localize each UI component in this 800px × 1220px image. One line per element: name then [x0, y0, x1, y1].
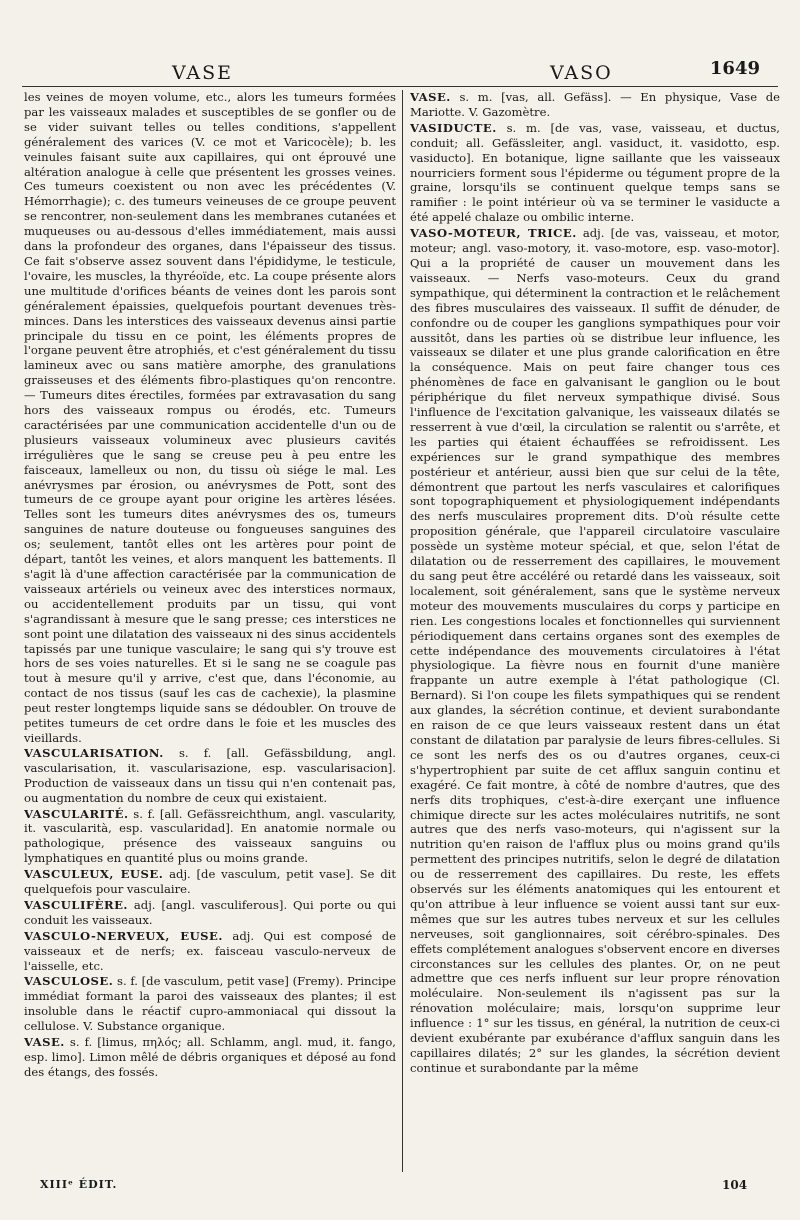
entry-body: adj. Qui est composé de vaisseaux et de nerfs; ex. faisceau vasculo-nerveux de l'aisselle, etc.: [24, 928, 396, 973]
header-rule: [22, 86, 778, 87]
entry-headword: VASO-MOTEUR, TRICE.: [410, 226, 577, 241]
edition-mark: XIIIᵉ ÉDIT.: [40, 1178, 118, 1191]
entry-body: s. m. [vas, all. Gefäss]. — En physique, Vase de Mariotte. V. Gazomètre.: [410, 90, 780, 119]
entry-headword: VASE.: [24, 1035, 65, 1050]
column-divider: [402, 90, 403, 1172]
running-head-right: VASO: [550, 62, 613, 84]
dictionary-entry: [24, 746, 396, 806]
entry-body: adj. [de vas, vaisseau, et motor, moteur; angl. vaso-motory, it. vaso-motore, esp. vaso-motor]. Qui a la propriété de causer un mouvement dans les vaisseaux. — Nerfs vaso-moteurs. Ceux du grand sympathique, qui déterminent la contraction et le relâchement des fibres musculaires des vaisseaux. Il suffit de dénuder, de confondre ou de couper les ganglions sympathiques pour voir aussitôt, dans les parties où se distribue leur influence, les vaisseaux se dilater et une plus grande calorification en être la conséquence. Mais on peut faire changer tous ces phénomènes de face en galvanisant le ganglion ou le bout périphérique du filet nerveux sympathique divisé. Sous l'influence de l'excitation galvanique, les vaisseaux dilatés se resserrent à vue d'œil, la circulation se ralentit ou s'arrête, et les parties qui étaient échauffées se refroidissent. Les expériences sur le grand sympathique des membres postérieur et antérieur, aussi bien que sur celui de la tête, démontrent que partout les nerfs vasculaires et calorifiques sont topographiquement et physiologiquement indépendants des nerfs musculaires proprement dits. D'où résulte cette proposition générale, que l'appareil circulatoire vasculaire possède un système moteur spécial, et que, selon l'état de dilatation ou de resserrement des capillaires, le mouvement du sang peut être accéléré ou retardé dans les vaisseaux, soit localement, soit généralement, sans que le système nerveux moteur des mouvements musculaires du corps y participe en rien. Les congestions locales et fonctionnelles qui surviennent périodiquement dans certains organes sont des exemples de cette indépendance des mouvements circulatoires à l'état physiologique. La fièvre nous en fournit d'une manière frappante un autre exemple à l'état pathologique (Cl. Bernard). Si l'on coupe les filets sympathiques qui se rendent aux glandes, la sécrétion continue, et devient surabondante en raison de ce que leurs vaisseaux restent dans un état constant de dilatation par paralysie de leurs fibres-cellules. Si ce sont les nerfs des os ou d'autres organes, ceux-ci s'hypertrophient par suite de cet afflux sanguin continu et exagéré. Ce fait montre, à côté de nombre d'autres, que des nerfs dits trophiques, c'est-à-dire exerçant une influence chimique directe sur les actes moléculaires nutritifs, ne sont autres que des nerfs vaso-moteurs, qui n'agissent sur la nutrition qu'en raison de l'afflux plus ou moins grand qu'ils permettent des principes nutritifs, selon le degré de dilatation ou de resserrement des capillaires. Du reste, les effets observés sur les éléments anatomiques qui les entourent et qu'on attribue à leur influence se voient aussi tant sur eux-mêmes que sur les autres tubes nerveux et sur les cellules nerveuses, soit ganglionnaires, soit cérébro-spinales. Des effets complétement analogues s'observent encore en diverses circonstances sur les cellules des plantes. Or, on ne peut admettre que ces nerfs influent sur leur propre rénovation moléculaire. Non-seulement ils n'agissent pas sur la rénovation moléculaire; mais, lorsqu'on supprime leur influence : 1° sur les tissus, en général, la nutrition de ceux-ci devient exubérante par exubérance d'afflux sanguin dans les capillaires dilatés; 2° sur les glandes, la sécrétion devient continue et surabondante par la même: [410, 226, 780, 1075]
entry-headword: VASE.: [410, 90, 451, 104]
page-header: [22, 56, 778, 86]
entry-body: s. f. [limus, πηλός; all. Schlamm, angl. mud, it. fango, esp. limo]. Limon mêlé de débris organiques et déposé au fond des étangs, des fossés.: [24, 1035, 396, 1079]
right-column: [410, 90, 780, 1077]
dictionary-entry: [24, 929, 396, 974]
entry-body: s. m. [de vas, vase, vaisseau, et ductus, conduit; all. Gefässleiter, angl. vasiduct, it. vasidotto, esp. vasiducto]. En botanique, ligne saillante que les vaisseaux nourriciers forment sous l'épiderme ou tégument propre de la graine, lorsqu'ils se continuent quelque temps sans se ramifier : le point intérieur où va se terminer le vasiducte a été appelé chalaze ou ombilic interne.: [410, 120, 780, 225]
left-column: [24, 90, 396, 1081]
entry-body: s. f. [de vasculum, petit vase] (Fremy). Principe immédiat formant la paroi des vaisseaux des plantes; il est insoluble dans le réactif cupro-ammoniacal qui dissout la cellulose. V. Substance organique.: [24, 974, 396, 1034]
entry-headword: VASCULO-NERVEUX, EUSE.: [24, 928, 223, 943]
entry-headword: VASCULEUX, EUSE.: [24, 867, 164, 882]
entry-headword: VASCULIFÈRE.: [24, 897, 128, 912]
entry-headword: VASIDUCTE.: [410, 120, 497, 135]
dictionary-entry: [24, 1035, 396, 1080]
dictionary-entry: [24, 974, 396, 1034]
dictionary-entry: [410, 226, 780, 1076]
continuation-text: les veines de moyen volume, etc., alors les tumeurs formées par les vaisseaux malades et susceptibles de se gonfler ou de se vider suivant telles ou telles conditions, s'appellent généralement des varices (V. ce mot et Varicocèle); b. les veinules faisant suite aux capillaires, qui ont éprouvé une altération analogue à celle que présentent les grosses veines. Ces tumeurs coexistent ou non avec les précédentes (V. Hémorrhagie); c. des tumeurs veineuses de ce groupe peuvent se rencontrer, non-seulement dans les membranes cutanées et muqueuses ou au-dessous d'elles immédiatement, mais aussi dans la profondeur des organes, dans l'épaisseur des tissus. Ce fait s'observe assez souvent dans l'épididyme, le testicule, l'ovaire, les muscles, la thyréoïde, etc. La coupe présente alors une multitude d'orifices béants de veines dont les parois sont généralement épaissies, quelquefois pourtant devenues très-minces. Dans les interstices des vaisseaux devenus ainsi partie principale du tissu en ce point, les éléments propres de l'organe peuvent être atrophiés, et c'est généralement du tissu lamineux avec ou sans matière amorphe, des granulations graisseuses et des éléments fibro-plastiques qu'on rencontre. — Tumeurs dites érectiles, formées par extravasation du sang hors des vaisseaux rompus ou érodés, etc. Tumeurs caractérisées par une communication accidentelle d'un ou de plusieurs vaisseaux volumineux avec plusieurs cavités irrégulières que le sang se creuse peu à peu entre les faisceaux, lamelleux ou non, du tissu où siége le mal. Les anévrysmes par érosion, ou anévrysmes de Pott, sont des tumeurs de ce groupe ayant pour origine les artères lésées. Telles sont les tumeurs dites anévrysmes des os, tumeurs sanguines de nature douteuse ou fongueuses sanguines des os; seulement, tantôt elles ont les artères pour point de départ, tantôt les veines, et alors manquent les battements. Il s'agit là d'une affection caractérisée par la communication de vaisseaux artériels ou veineux avec des interstices normaux, ou accidentellement produits par un tissu, qui vont s'agrandissant à mesure que le sang presse; ces interstices ne sont point une dilatation des vaisseaux ni des sinus accidentels tapissés par une tunique vasculaire; le sang qui s'y trouve est hors de ses voies naturelles. Et si le sang ne se coagule pas tout à mesure qu'il y arrive, c'est que, dans l'économie, au contact de nos tissus (sauf les cas de cachexie), la plasmine peut rester longtemps liquide sans se dédoubler. On trouve de petites tumeurs de cet ordre dans le foie et les muscles des vieillards.: [24, 90, 396, 745]
entry-body: s. f. [all. Gefässreichthum, angl. vascularity, it. vascularità, esp. vascularidad]. En anatomie normale ou pathologique, présence des vaisseaux sanguins ou lymphatiques en quantité plus ou moins grande.: [24, 806, 396, 866]
entry-headword: VASCULARITÉ.: [24, 806, 129, 821]
dictionary-entry: [410, 121, 780, 225]
dictionary-entry: [24, 807, 396, 867]
entry-body: adj. [angl. vasculiferous]. Qui porte ou qui conduit les vaisseaux.: [24, 897, 396, 927]
entry-headword: VASCULARISATION.: [24, 745, 164, 760]
entry-body: s. f. [all. Gefässbildung, angl. vascularisation, it. vascularisazione, esp. vascularisacion]. Production de vaisseaux dans un tissu qui n'en contenait pas, ou augmentation du nombre de ceux qui existaient.: [24, 745, 396, 805]
page-number: 1649: [709, 58, 760, 79]
signature-mark: 104: [722, 1178, 748, 1192]
running-head-left: VASE: [172, 62, 234, 84]
dictionary-entry: [24, 898, 396, 928]
entry-body: adj. [de vasculum, petit vase]. Se dit quelquefois pour vasculaire.: [24, 867, 396, 897]
entry-headword: VASCULOSE.: [24, 974, 114, 989]
dictionary-entry: [24, 867, 396, 897]
dictionary-entry: [410, 90, 780, 120]
